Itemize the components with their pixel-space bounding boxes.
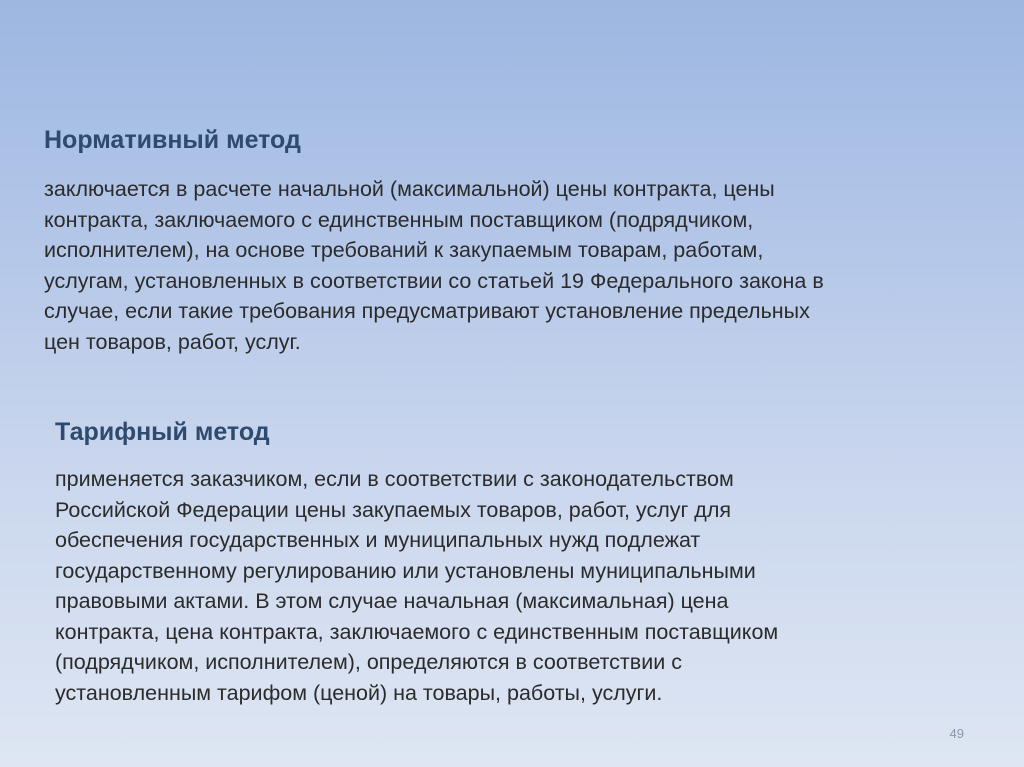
text-line: Российской Федерации цены закупаемых товаров, работ, услуг для bbox=[55, 497, 732, 522]
text-line: правовыми актами. В этом случае начальная (максимальная) цена bbox=[55, 589, 729, 613]
text-line: применяется заказчиком, если в соответствии с законодательством bbox=[55, 467, 734, 491]
text-line: услугам, установленных в соответствии со статьей 19 Федерального закона в bbox=[44, 268, 824, 293]
text-line: исполнителем), на основе требований к закупаемым товарам, работам, bbox=[44, 238, 764, 262]
text-line: установленным тарифом (ценой) на товары, работы, услуги. bbox=[55, 680, 663, 705]
text-line: контракта, заключаемого с единственным поставщиком (подрядчиком, bbox=[44, 207, 754, 232]
paragraph-tariff-method bbox=[55, 464, 955, 708]
page-number: 49 bbox=[949, 726, 964, 741]
text-line: цен товаров, работ, услуг. bbox=[44, 329, 301, 354]
text-line: контракта, цена контракта, заключаемого с единственным поставщиком bbox=[55, 619, 779, 644]
text-line: заключается в расчете начальной (максимальной) цены контракта, цены bbox=[44, 177, 775, 201]
heading-tariff-method: Тарифный метод bbox=[55, 418, 270, 446]
text-line: случае, если такие требования предусматривают установление предельных bbox=[44, 299, 810, 323]
paragraph-normative-method bbox=[44, 174, 1004, 357]
text-line: обеспечения государственных и муниципальных нужд подлежат bbox=[55, 528, 701, 552]
text-line: государственному регулированию или установлены муниципальными bbox=[55, 558, 756, 583]
heading-normative-method: Нормативный метод bbox=[44, 126, 301, 154]
text-line: (подрядчиком, исполнителем), определяются в соответствии с bbox=[55, 650, 682, 674]
